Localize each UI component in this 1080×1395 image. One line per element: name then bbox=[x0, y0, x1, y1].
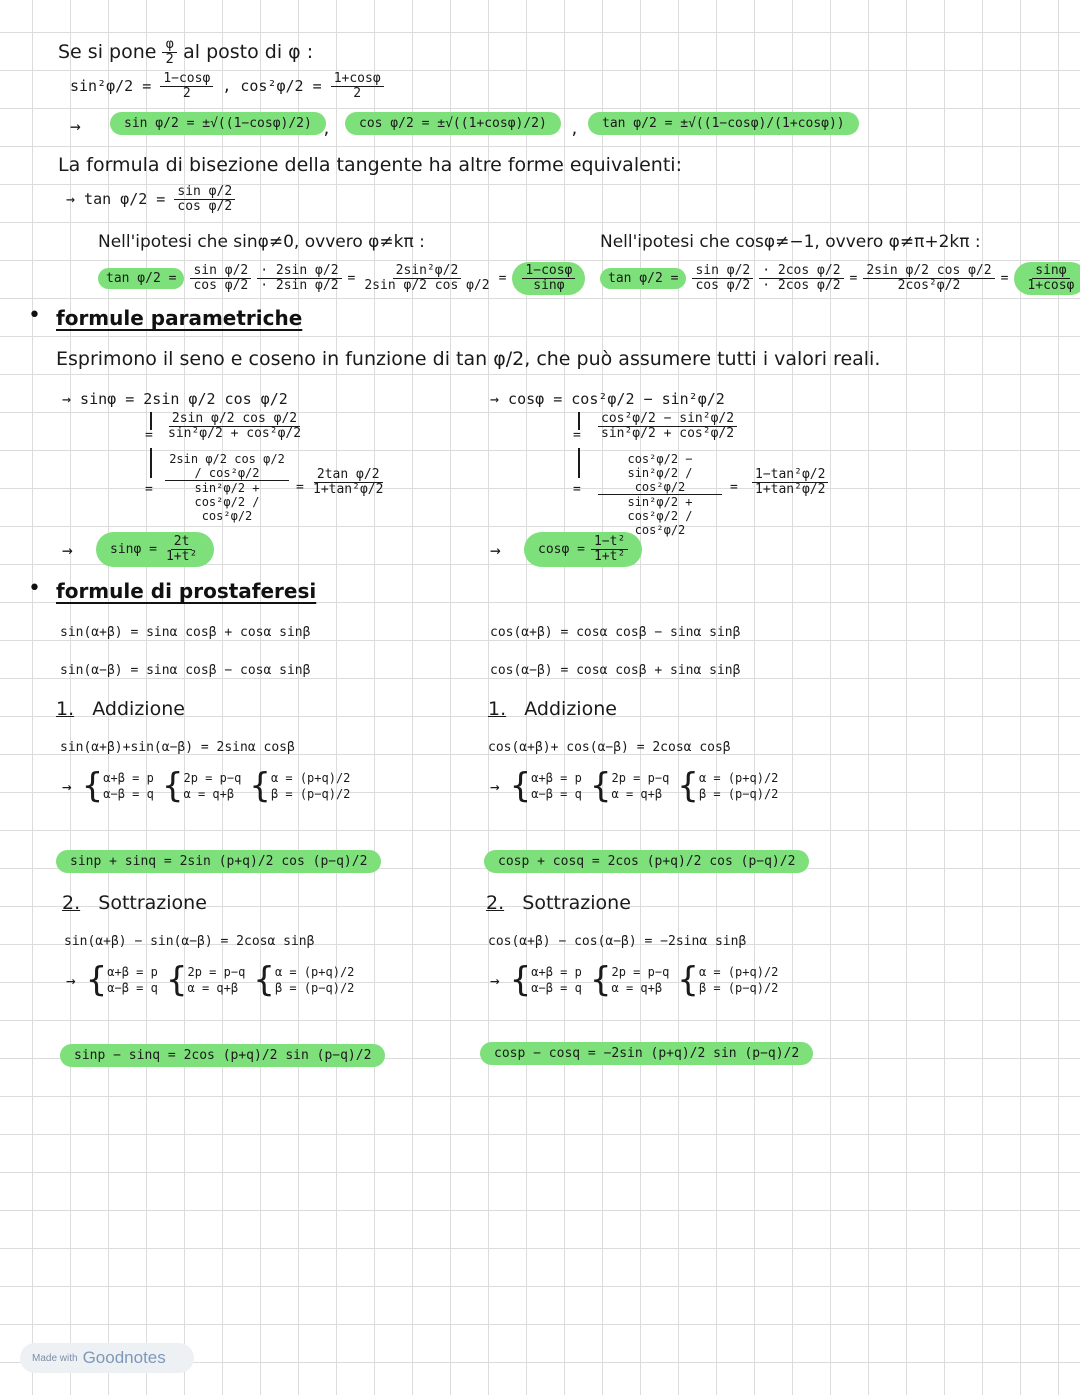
right-hypothesis: Nell'ipotesi che cosφ≠−1, ovvero φ≠π+2kπ : bbox=[600, 232, 981, 252]
sin-param-frac1: $\frac{\text{2sin φ/2 cos φ/2}}{\text{sin²φ/2 + cos²φ/2}}$ bbox=[168, 411, 302, 441]
left-tan-result: $\frac{1-\cos\varphi}{\sin\varphi}$ bbox=[512, 262, 585, 295]
sin-half-formula: sin φ/2 = ±√((1−cosφ)/2) bbox=[110, 112, 326, 135]
bisection-text: La formula di bisezione della tangente ha altre forme equivalenti: bbox=[58, 154, 682, 176]
sin-subtraction-title: 2. Sottrazione bbox=[62, 892, 207, 914]
sin-addition-title: 1. Addizione bbox=[56, 698, 185, 720]
sin-addition-result: sinp + sinq = 2sin (p+q)/2 cos (p−q)/2 bbox=[56, 850, 381, 873]
right-tan-lhs: tan φ/2 = bbox=[600, 268, 686, 289]
sin-eq-1: = bbox=[145, 428, 153, 443]
sin-subtraction-systems: → { α+β = p α−β = q { 2p = p−q α = q+β { α = (p+q)/2 β = (p−q)/2 bbox=[66, 960, 355, 1000]
cos-eq-2: = bbox=[573, 482, 581, 497]
sin-param-line1: → sinφ = 2sin φ/2 cos φ/2 bbox=[62, 390, 288, 408]
cos-subtraction-systems: → { α+β = p α−β = q { 2p = p−q α = q+β { α = (p+q)/2 β = (p−q)/2 bbox=[490, 960, 779, 1000]
cos-param-frac1: $\frac{\text{cos²φ/2 − sin²φ/2}}{\text{sin²φ/2 + cos²φ/2}}$ bbox=[598, 412, 737, 441]
cos-param-frac2: $\frac{\text{cos²φ/2 − sin²φ/2 / cos²φ/2}}{\text{sin²φ/2 + cos²φ/2 / cos²φ/2}}$ bbox=[598, 452, 722, 537]
tan-definition: → tan φ/2 = $\frac{\text{sin φ/2}}{\text{cos φ/2}}$ bbox=[66, 185, 235, 214]
intro-line bbox=[58, 38, 313, 67]
sin-diff-identity: sin(α−β) = sinα cosβ − cosα sinβ bbox=[60, 663, 311, 678]
cos-subtraction-result: cosp − cosq = −2sin (p+q)/2 sin (p−q)/2 bbox=[480, 1042, 813, 1065]
cos-addition-title: 1. Addizione bbox=[488, 698, 617, 720]
comma-1: , bbox=[322, 120, 332, 138]
cos-half-formula: cos φ/2 = ±√((1+cosφ)/2) bbox=[345, 112, 561, 135]
cos-subtraction-title: 2. Sottrazione bbox=[486, 892, 631, 914]
cos-result-arrow-icon: → bbox=[490, 540, 501, 561]
cos-eq-3: = bbox=[730, 480, 738, 495]
sin-eq-2: = bbox=[145, 482, 153, 497]
arrow-icon: → bbox=[70, 116, 81, 137]
cos-diff-identity: cos(α−β) = cosα cosβ + sinα sinβ bbox=[490, 663, 741, 678]
parametric-heading: formule parametriche bbox=[56, 306, 303, 330]
sin-sum-identity: sin(α+β) = sinα cosβ + cosα sinβ bbox=[60, 625, 311, 640]
cos-param-line1: → cosφ = cos²φ/2 − sin²φ/2 bbox=[490, 390, 725, 408]
intro-prefix: Se si pone bbox=[58, 41, 157, 63]
sin-addition-equation: sin(α+β)+sin(α−β) = 2sinα cosβ bbox=[60, 740, 295, 755]
parametric-text: Esprimono il seno e coseno in funzione di tan φ/2, che può assumere tutti i valori reali. bbox=[56, 348, 881, 370]
intro-fraction: $\frac{\varphi}{2}$ bbox=[162, 38, 177, 67]
comma-2: , bbox=[570, 120, 580, 138]
sin-squared-half: sin²φ/2 = $\frac{1-\cos\varphi}{2}$ , cos²φ/2 = $\frac{1+\cos\varphi}{2}$ bbox=[70, 72, 384, 101]
right-tan-result: $\frac{\sin\varphi}{1+\cos\varphi}$ bbox=[1014, 262, 1080, 295]
left-hypothesis: Nell'ipotesi che sinφ≠0, ovvero φ≠kπ : bbox=[98, 232, 425, 252]
left-tan-lhs: tan φ/2 = bbox=[98, 268, 184, 289]
cos-param-frac3: $\frac{\text{1−tan²φ/2}}{\text{1+tan²φ/2}}$ bbox=[752, 468, 828, 497]
sin-addition-systems: → { α+β = p α−β = q { 2p = p−q α = q+β { α = (p+q)/2 β = (p−q)/2 bbox=[62, 766, 351, 806]
sin-param-frac3: $\frac{\text{2tan φ/2}}{\text{1+tan²φ/2}}$ bbox=[313, 467, 384, 497]
goodnotes-logo: Goodnotes bbox=[82, 1348, 166, 1367]
made-with-label: Made with bbox=[32, 1352, 78, 1364]
cos-addition-systems: → { α+β = p α−β = q { 2p = p−q α = q+β { α = (p+q)/2 β = (p−q)/2 bbox=[490, 766, 779, 806]
tan-half-formula: tan φ/2 = ±√((1−cosφ)/(1+cosφ)) bbox=[588, 112, 859, 135]
intro-suffix: al posto di φ : bbox=[183, 41, 314, 63]
goodnotes-badge[interactable] bbox=[20, 1343, 194, 1373]
cos-subtraction-equation: cos(α+β) − cos(α−β) = −2sinα sinβ bbox=[488, 934, 747, 949]
right-tangent-derivation: tan φ/2 = $\frac{\text{sin φ/2}}{\text{cos φ/2}}$ $\frac{\text{· 2cos φ/2}}{\text{· 2cos φ/2}}$ = $\frac{\text{2sin φ/2 cos φ/2}}{\text{2cos²φ/2}}$ = $\frac{\sin\varphi}{1+\cos\varphi}$ bbox=[600, 262, 1080, 295]
left-tangent-derivation: tan φ/2 = $\frac{\text{sin φ/2}}{\text{cos φ/2}}$ $\frac{\text{· 2sin φ/2}}{\text{· 2sin φ/2}}$ = $\frac{\text{2sin²φ/2}}{\text{2sin φ/2 cos φ/2}}$ = $\frac{1-\cos\varphi}{\sin\varphi}$ bbox=[98, 262, 585, 295]
prosthaphaeresis-heading: formule di prostaferesi bbox=[56, 579, 317, 603]
sin-subtraction-equation: sin(α+β) − sin(α−β) = 2cosα sinβ bbox=[64, 934, 315, 949]
cos-param-result: cosφ = $\frac{\text{1−t²}}{\text{1+t²}}$ bbox=[524, 532, 642, 567]
cos-addition-equation: cos(α+β)+ cos(α−β) = 2cosα cosβ bbox=[488, 740, 731, 755]
cos-sum-identity: cos(α+β) = cosα cosβ − sinα sinβ bbox=[490, 625, 741, 640]
cos-vbar-2 bbox=[578, 448, 580, 478]
bullet-icon: • bbox=[28, 303, 41, 328]
cos-eq-1: = bbox=[573, 428, 581, 443]
sin-result-arrow-icon: → bbox=[62, 540, 73, 561]
sin-param-frac2: $\frac{\text{2sin φ/2 cos φ/2 / cos²φ/2}}{\text{sin²φ/2 + cos²φ/2 / cos²φ/2}}$ bbox=[165, 452, 289, 523]
bullet-icon-2: • bbox=[28, 576, 41, 601]
sin-eq-3: = bbox=[296, 480, 304, 495]
sin-subtraction-result: sinp − sinq = 2cos (p+q)/2 sin (p−q)/2 bbox=[60, 1044, 385, 1067]
cos-addition-result: cosp + cosq = 2cos (p+q)/2 cos (p−q)/2 bbox=[484, 850, 809, 873]
sin-param-result: sinφ = $\frac{2t}{\text{1+t²}}$ bbox=[96, 532, 214, 567]
sin-vbar-2 bbox=[150, 448, 152, 478]
